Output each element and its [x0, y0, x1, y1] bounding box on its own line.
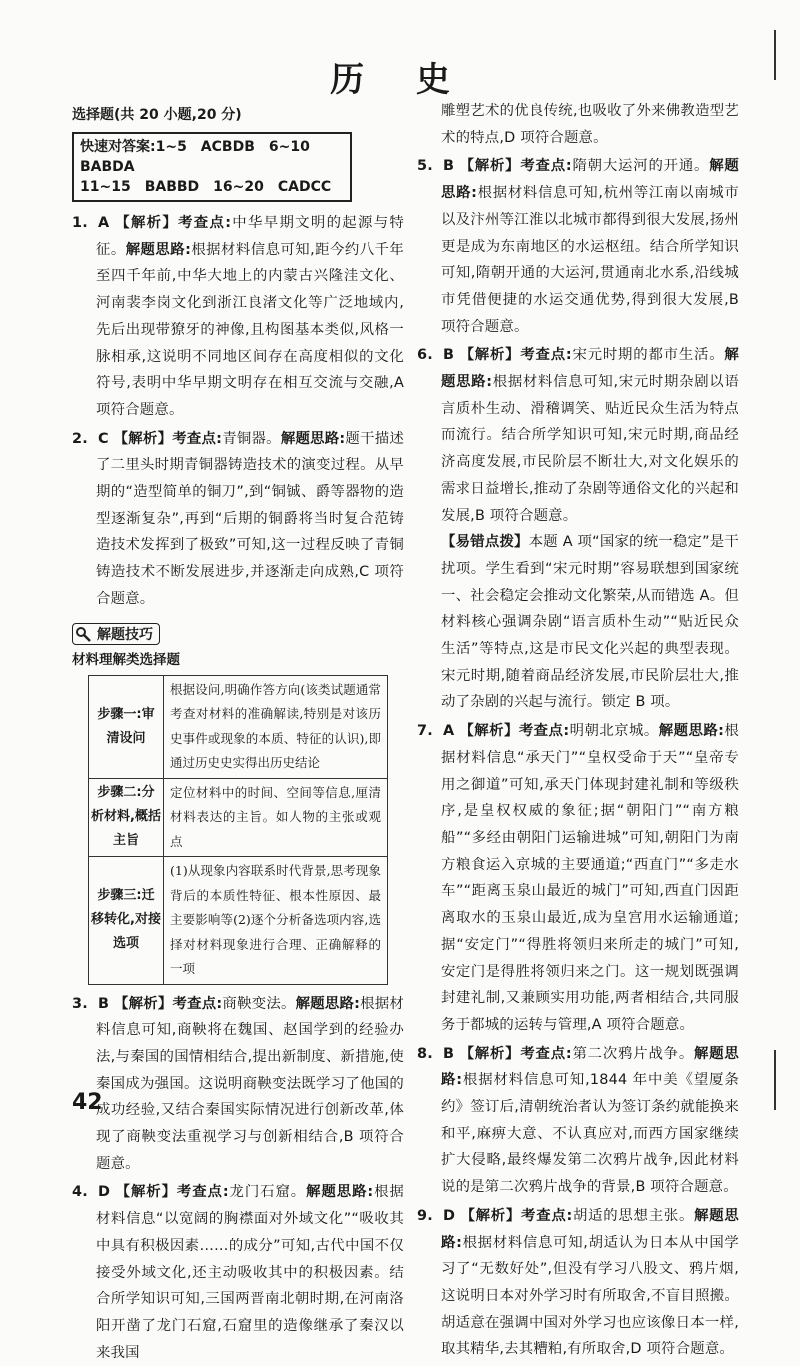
analysis-tag: 【解析】考查点: — [114, 995, 223, 1012]
topic-text: 龙门石窟。 — [228, 1184, 307, 1201]
step-label: 步骤二:分析材料,概括主旨 — [89, 778, 164, 857]
answer-letter: A — [98, 215, 110, 231]
answer-letter: C — [98, 430, 109, 447]
step-label: 步骤三:迁移转化,对接选项 — [89, 857, 164, 985]
right-column — [417, 98, 739, 1363]
step-description: 定位材料中的时间、空间等信息,厘清材料表达的主旨。如人物的主张或观点 — [164, 778, 388, 857]
think-tag: 解题思路: — [441, 1207, 739, 1251]
analysis-tag: 【解析】考查点: — [460, 1207, 573, 1224]
topic-text: 明朝北京城。 — [569, 723, 659, 740]
analysis-tag: 【解析】考查点: — [459, 347, 572, 364]
question-1-explanation — [72, 210, 404, 424]
analysis-tag: 【解析】考查点: — [459, 1045, 572, 1062]
answer-letter: B — [98, 995, 110, 1012]
answer-key-line-1: 快速对答案:1~5 ACBDB 6~10 BABDA — [80, 139, 324, 175]
question-number: 2. — [72, 430, 88, 447]
answer-letter: D — [98, 1184, 111, 1201]
answer-key-box — [72, 132, 352, 202]
think-tag: 解题思路: — [441, 158, 740, 202]
edge-mark — [774, 30, 776, 80]
tip-header — [72, 623, 404, 645]
think-tag: 解题思路: — [441, 1045, 740, 1089]
topic-text: 胡适的思想主张。 — [572, 1207, 695, 1224]
answer-letter: B — [443, 347, 455, 364]
question-9-explanation — [417, 1203, 739, 1363]
step-description: (1)从现象内容联系时代背景,思考现象背后的本质性特征、根本性原因、最主要影响等(2)逐个分析备选项内容,选择对材料现象进行合理、正确解释的一项 — [164, 857, 388, 985]
page-title: 历 史 — [330, 60, 470, 100]
analysis-tag: 【解析】考查点: — [459, 723, 570, 740]
explanation-text: 根据材料信息可知,商鞅将在魏国、赵国学到的经验办法,与秦国的国情相结合,提出新制度、新措施,使秦国成为强国。这说明商鞅变法既学习了他国的成功经验,又结合秦国实际情况进行创新改革,体现了商鞅变法重视学习与创新相结合,B 项符合题意。 — [96, 995, 404, 1172]
answer-letter: B — [443, 158, 455, 175]
steps-table — [88, 675, 388, 985]
answer-letter: A — [443, 723, 455, 740]
analysis-tag: 【解析】考查点: — [115, 1184, 229, 1201]
question-number: 9. — [417, 1207, 433, 1224]
question-2-explanation — [72, 426, 404, 613]
step-label: 步骤一:审清设问 — [89, 675, 164, 778]
explanation-text: 根据材料信息可知,距今约八千年至四千年前,中华大地上的内蒙古兴隆洼文化、河南裴李岗文化到浙江良渚文化等广泛地域内,先后出现带獠牙的神像,且构图基本类似,风格一脉相承,这说明不同地区间存在高度相似的文化符号,表明中华早期文明存在相互交流与交融,A 项符合题意。 — [96, 241, 404, 418]
think-tag: 解题思路: — [125, 241, 192, 258]
think-tag: 解题思路: — [295, 995, 361, 1012]
question-number: 8. — [417, 1045, 433, 1062]
edge-mark — [774, 1050, 776, 1110]
step-description: 根据设问,明确作答方向(该类试题通常考查对材料的准确解读,特别是对该历史事件或现象的本质、特征的认识),即通过历史史实得出历史结论 — [164, 675, 388, 778]
question-4-continued — [417, 98, 739, 151]
think-tag: 解题思路: — [658, 723, 725, 740]
question-number: 6. — [417, 347, 433, 364]
wrench-icon — [75, 626, 93, 642]
table-row — [89, 675, 388, 778]
question-number: 3. — [72, 995, 88, 1012]
table-row — [89, 857, 388, 985]
topic-text: 宋元时期的都市生活。 — [571, 347, 725, 364]
tip-subtitle: 材料理解类选择题 — [72, 651, 180, 668]
question-8-explanation — [417, 1041, 739, 1201]
explanation-text: 根据材料信息可知,1844 年中美《望厦条约》签订后,清朝统治者认为签订条约就能换来和平,麻痹大意、不认真应对,而西方国家继续扩大侵略,最终爆发第二次鸦片战争,因此材料说的是第二次鸦片战争的背景,B 项符合题意。 — [441, 1072, 739, 1196]
page-number: 42 — [72, 1090, 103, 1115]
think-tag: 解题思路: — [441, 347, 739, 391]
explanation-text: 根据材料信息“以宽阔的胸襟面对外域文化”“吸收其中具有积极因素……的成分”可知,古代中国不仅接受外域文化,还主动吸收其中的积极因素。结合所学知识可知,三国两晋南北朝时期,在河南洛阳开凿了龙门石窟,石窟里的造像继承了秦汉以来我国 — [96, 1184, 404, 1361]
topic-text: 第二次鸦片战争。 — [571, 1045, 695, 1062]
table-row — [89, 778, 388, 857]
think-tag: 解题思路: — [306, 1184, 374, 1201]
explanation-text: 根据材料信息可知,杭州等江南以南城市以及汴州等江淮以北城市都得到很大发展,扬州更是成为东南地区的水运枢纽。结合所学知识可知,隋朝开通的大运河,贯通南北水系,沿线城市凭借便捷的水运交通优势,得到很大发展,B 项符合题意。 — [441, 185, 739, 335]
section-heading: 选择题(共 20 小题,20 分) — [72, 107, 242, 123]
explanation-text: 根据材料信息可知,胡适认为日本从中国学习了“无数好处”,但没有学习八股文、鸦片烟,这说明日本对外学习时有所取舍,不盲目照搬。胡适意在强调中国对外学习也应该像日本一样,取其精华,去其糟粕,有所取舍,D 项符合题意。 — [441, 1234, 739, 1358]
explanation-text: 题干描述了二里头时期青铜器铸造技术的演变过程。从早期的“造型简单的铜刀”,到“铜铖、爵等器物的造型逐渐复杂”,再到“后期的铜爵将当时复合范铸造技术发挥到了极致”可知,这一过程反映了青铜铸造技术不断发展进步,并逐渐走向成熟,C 项符合题意。 — [96, 430, 404, 607]
error-tip-text: 本题 A 项“国家的统一稳定”是干扰项。学生看到“宋元时期”容易联想到国家统一、社会稳定会推动文化繁荣,从而错选 A。但材料核心强调杂剧“语言质朴生动”“贴近民众生活”等特点,这是市民文化兴起的典型表现。宋元时期,随着商品经济发展,市民阶层壮大,推动了杂剧的兴起与流行。锁定 B 项。 — [441, 534, 740, 711]
analysis-tag: 【解析】考查点: — [113, 430, 223, 447]
question-number: 5. — [417, 158, 433, 175]
question-3-explanation — [72, 991, 404, 1178]
explanation-text: 雕塑艺术的优良传统,也吸收了外来佛教造型艺术的特点,D 项符合题意。 — [441, 103, 739, 146]
analysis-tag: 【解析】考查点: — [115, 215, 232, 231]
error-tip-tag: 【易错点拨】 — [441, 534, 529, 551]
topic-text: 商鞅变法。 — [222, 995, 296, 1012]
question-number: 1. — [72, 215, 88, 231]
question-number: 7. — [417, 723, 433, 740]
tip-badge — [72, 623, 160, 645]
left-column — [72, 98, 404, 1366]
question-5-explanation — [417, 153, 739, 340]
topic-text: 中华早期文明的起源与特征。 — [96, 215, 405, 258]
question-4-explanation — [72, 1179, 404, 1366]
answer-key-line-2: 11~15 BABBD 16~20 CADCC — [80, 179, 332, 195]
explanation-text: 根据材料信息可知,宋元时期杂剧以语言质朴生动、滑稽调笑、贴近民众生活为特点而流行。结合所学知识可知,宋元时期,商品经济高度发展,市民阶层不断壮大,对文化娱乐的需求日益增长,推动了杂剧等通俗文化的兴起和发展,B 项符合题意。 — [441, 374, 739, 524]
tip-badge-label: 解题技巧 — [97, 626, 153, 643]
answer-letter: D — [443, 1207, 456, 1224]
topic-text: 青铜器。 — [222, 430, 281, 447]
analysis-tag: 【解析】考查点: — [459, 158, 572, 175]
explanation-text: 根据材料信息“承天门”“皇权受命于天”“皇帝专用之御道”可知,承天门体现封建礼制和等级秩序,是皇权权威的象征;据“朝阳门”“南方粮船”“多经由朝阳门运输进城”可知,朝阳门为南方粮食运入京城的主要通道;“西直门”“多走水车”“距离玉泉山最近的城门”可知,西直门因距离取水的玉泉山最近,成为皇宫用水运输通道;据“安定门”“得胜将领归来所走的城门”可知,安定门是得胜将领归来之门。这一规划既强调封建礼制,又兼顾实用功能,两者相结合,共同服务于都城的运转与管理,A 项符合题意。 — [441, 723, 739, 1033]
think-tag: 解题思路: — [280, 430, 346, 447]
question-6-explanation — [417, 342, 739, 716]
question-number: 4. — [72, 1184, 88, 1201]
answer-letter: B — [443, 1045, 455, 1062]
question-7-explanation — [417, 718, 739, 1038]
topic-text: 隋朝大运河的开通。 — [571, 158, 710, 175]
